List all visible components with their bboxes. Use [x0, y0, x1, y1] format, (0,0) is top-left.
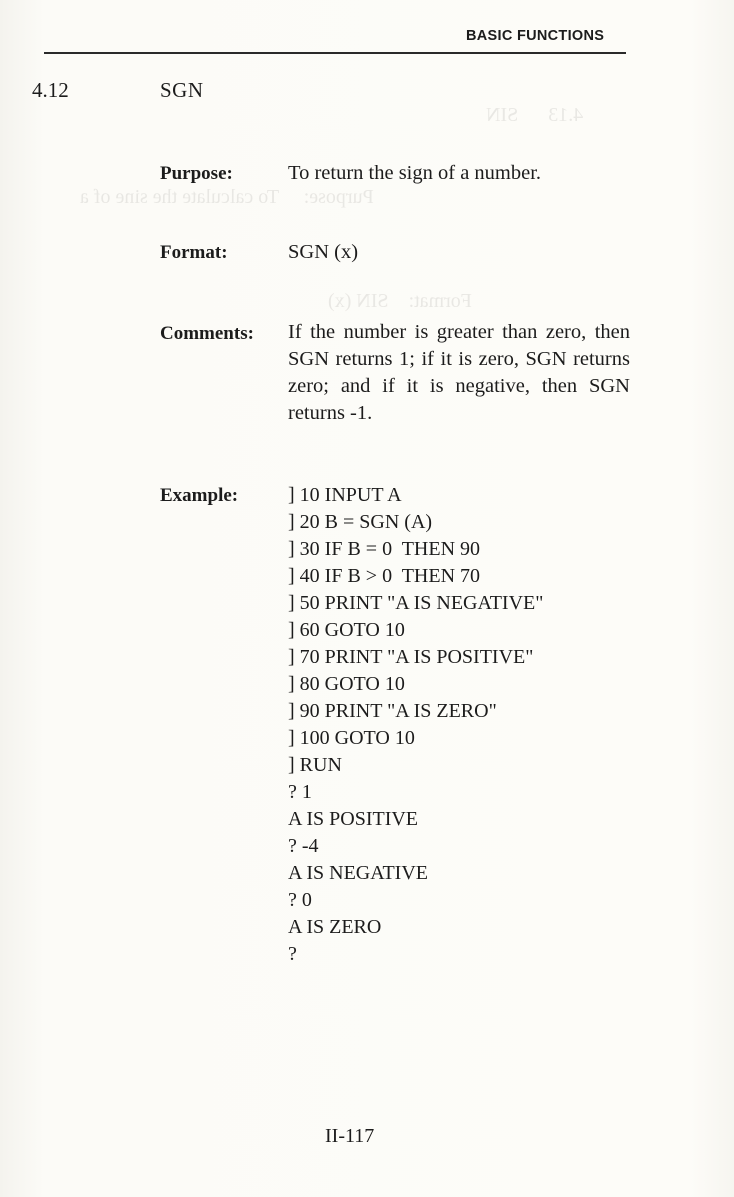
code-line: ] 30 IF B = 0 THEN 90 [288, 538, 481, 560]
code-line: ] 90 PRINT "A IS ZERO" [288, 700, 497, 722]
code-line: A IS POSITIVE [288, 808, 419, 830]
running-head: BASIC FUNCTIONS [466, 28, 605, 44]
code-line: ] 60 GOTO 10 [288, 619, 405, 641]
code-line: ] 40 IF B > 0 THEN 70 [288, 565, 481, 587]
show-through-text: Format: SIN (x) [328, 290, 472, 312]
comments-label: Comments: [160, 323, 254, 344]
code-line: A IS NEGATIVE [288, 862, 428, 884]
format-text: SGN (x) [288, 241, 359, 263]
format-label: Format: [160, 242, 228, 263]
section-title: SGN [160, 78, 204, 102]
header-rule [44, 52, 626, 54]
example-label: Example: [160, 485, 239, 506]
code-line: ] 20 B = SGN (A) [288, 511, 433, 533]
purpose-text: To return the sign of a number. [288, 162, 542, 184]
code-line: ] 100 GOTO 10 [288, 727, 415, 749]
code-line: A IS ZERO [288, 916, 382, 938]
code-line: ] 50 PRINT "A IS NEGATIVE" [288, 592, 544, 614]
show-through-text: 4.13 SIN [486, 104, 584, 126]
code-line: ] 10 INPUT A [288, 484, 402, 506]
code-line: ] 80 GOTO 10 [288, 673, 405, 695]
show-through-text: Purpose: To calculate the sine of a [80, 186, 374, 208]
code-line: ] 70 PRINT "A IS POSITIVE" [288, 646, 534, 668]
comments-text: If the number is greater than zero, then SGN returns 1; if it is zero, SGN returns zero; and if it is negative, then SGN returns -1. [288, 321, 630, 424]
code-line: ] RUN [288, 754, 342, 776]
code-line: ? 1 [288, 781, 312, 803]
example-code [288, 482, 543, 968]
code-line: ? [288, 943, 297, 965]
code-line: ? -4 [288, 835, 319, 857]
purpose-label: Purpose: [160, 163, 233, 184]
page-number: II-117 [325, 1125, 375, 1147]
code-line: ? 0 [288, 889, 312, 911]
section-number: 4.12 [32, 78, 69, 102]
